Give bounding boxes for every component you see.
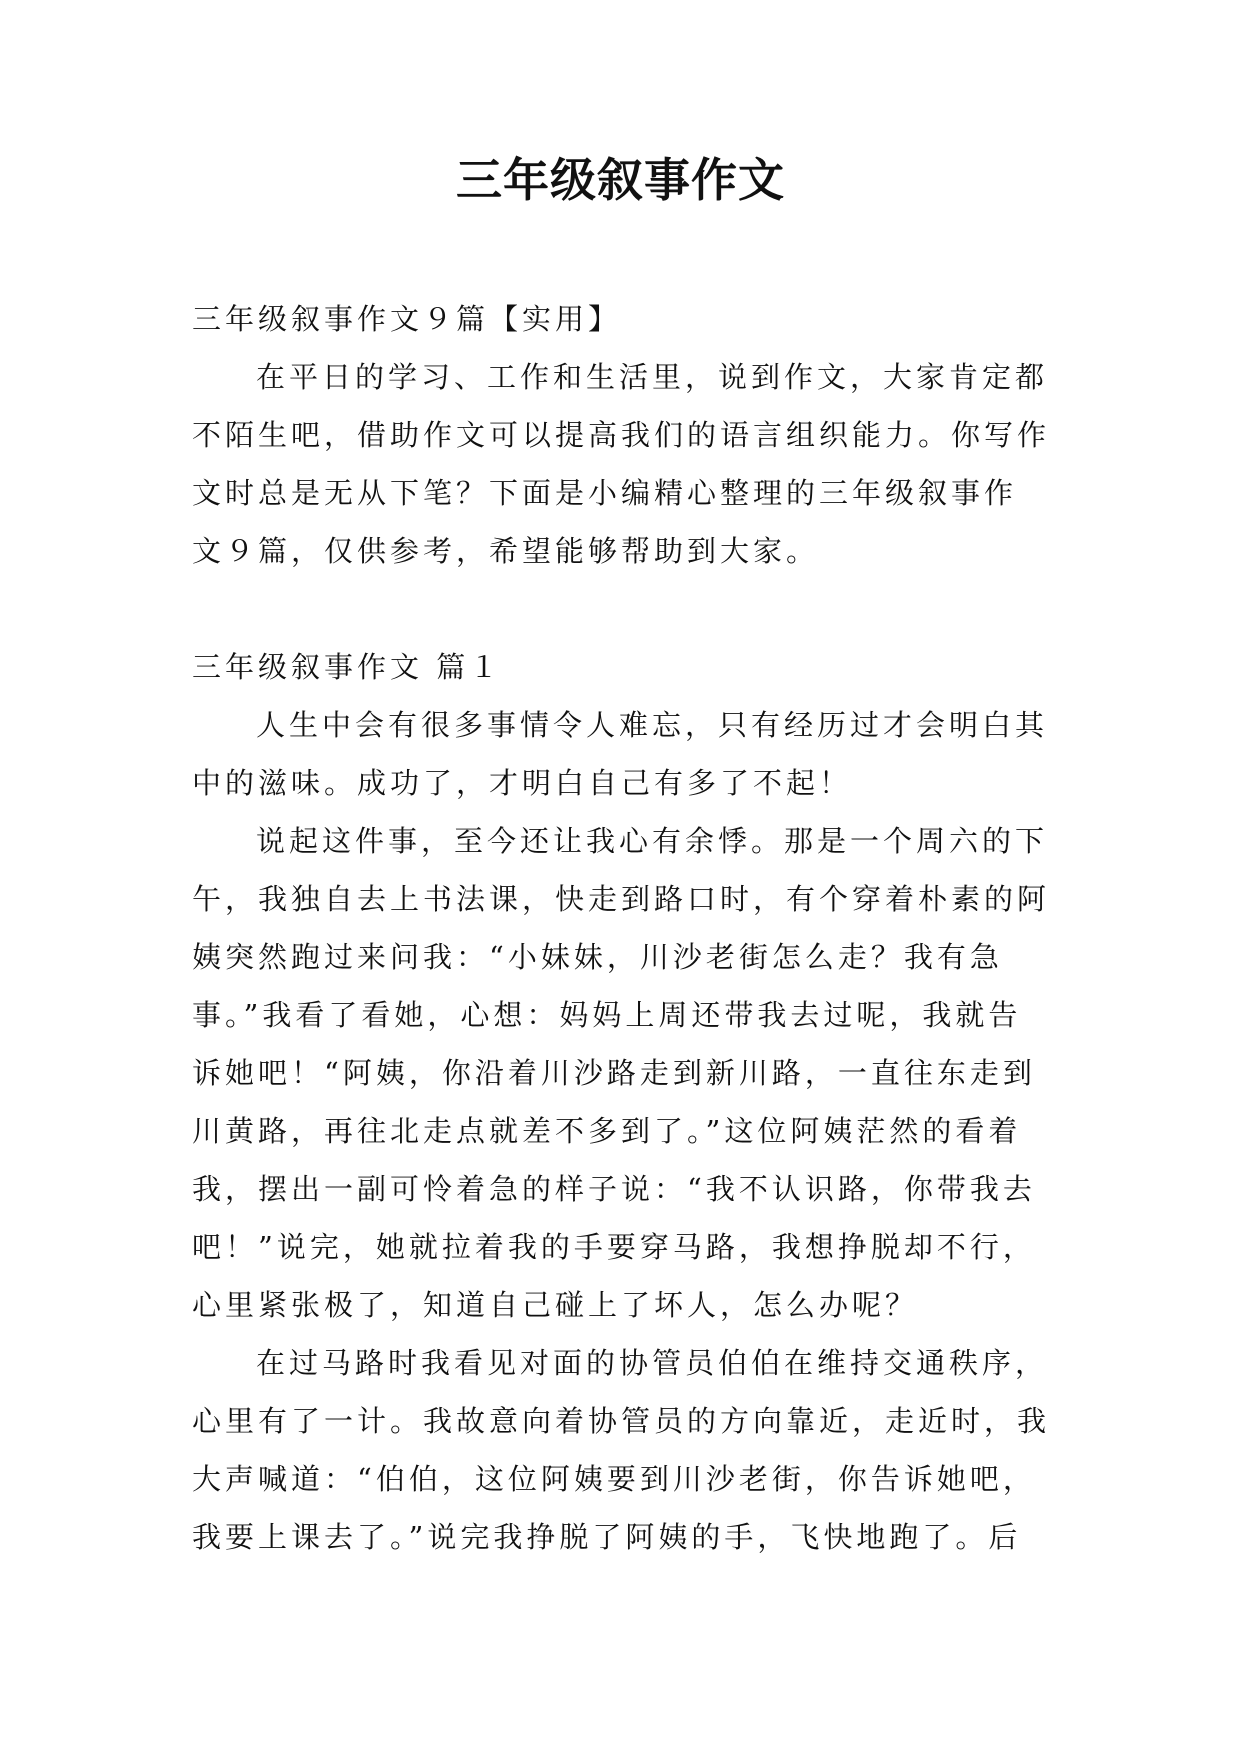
page-title: 三年级叙事作文 [456, 153, 785, 207]
intro-line: 文时总是无从下笔？下面是小编精心整理的三年级叙事作 [192, 476, 1018, 510]
intro-heading: 三年级叙事作文９篇【实用】 [192, 302, 622, 336]
paragraph-line: 我，摆出一副可怜着急的样子说：“我不认识路，你带我去 [192, 1172, 1036, 1206]
intro-line: 文９篇，仅供参考，希望能够帮助到大家。 [192, 534, 820, 568]
paragraph-line: 心里有了一计。我故意向着协管员的方向靠近，走近时，我 [192, 1404, 1051, 1438]
paragraph-line: 姨突然跑过来问我：“小妹妹，川沙老街怎么走？我有急 [192, 940, 1003, 974]
paragraph-line: 说起这件事，至今还让我心有余悸。那是一个周六的下 [256, 824, 1049, 858]
paragraph-line: 在过马路时我看见对面的协管员伯伯在维持交通秩序， [256, 1346, 1049, 1380]
paragraph-line: 午，我独自去上书法课，快走到路口时，有个穿着朴素的阿 [192, 882, 1051, 916]
paragraph-line: 大声喊道：“伯伯，这位阿姨要到川沙老街，你告诉她吧， [192, 1462, 1036, 1496]
paragraph-line: 吧！”说完，她就拉着我的手要穿马路，我想挣脱却不行， [192, 1230, 1036, 1264]
paragraph-line: 心里紧张极了，知道自己碰上了坏人，怎么办呢？ [192, 1288, 919, 1322]
paragraph-line: 事。”我看了看她，心想：妈妈上周还带我去过呢，我就告 [192, 998, 1022, 1032]
intro-line: 在平日的学习、工作和生活里，说到作文，大家肯定都 [256, 360, 1049, 394]
paragraph-line: 人生中会有很多事情令人难忘，只有经历过才会明白其 [256, 708, 1049, 742]
paragraph-line: 我要上课去了。”说完我挣脱了阿姨的手，飞快地跑了。后 [192, 1520, 1022, 1554]
paragraph-gap [192, 580, 1072, 638]
intro-line: 不陌生吧，借助作文可以提高我们的语言组织能力。你写作 [192, 418, 1051, 452]
paragraph-line: 诉她吧！“阿姨，你沿着川沙路走到新川路，一直往东走到 [192, 1056, 1036, 1090]
section-heading: 三年级叙事作文 篇１ [192, 650, 503, 684]
document-body [192, 290, 1072, 1566]
paragraph-line: 川黄路，再往北走点就差不多到了。”这位阿姨茫然的看着 [192, 1114, 1022, 1148]
paragraph-line: 中的滋味。成功了，才明白自己有多了不起！ [192, 766, 853, 800]
